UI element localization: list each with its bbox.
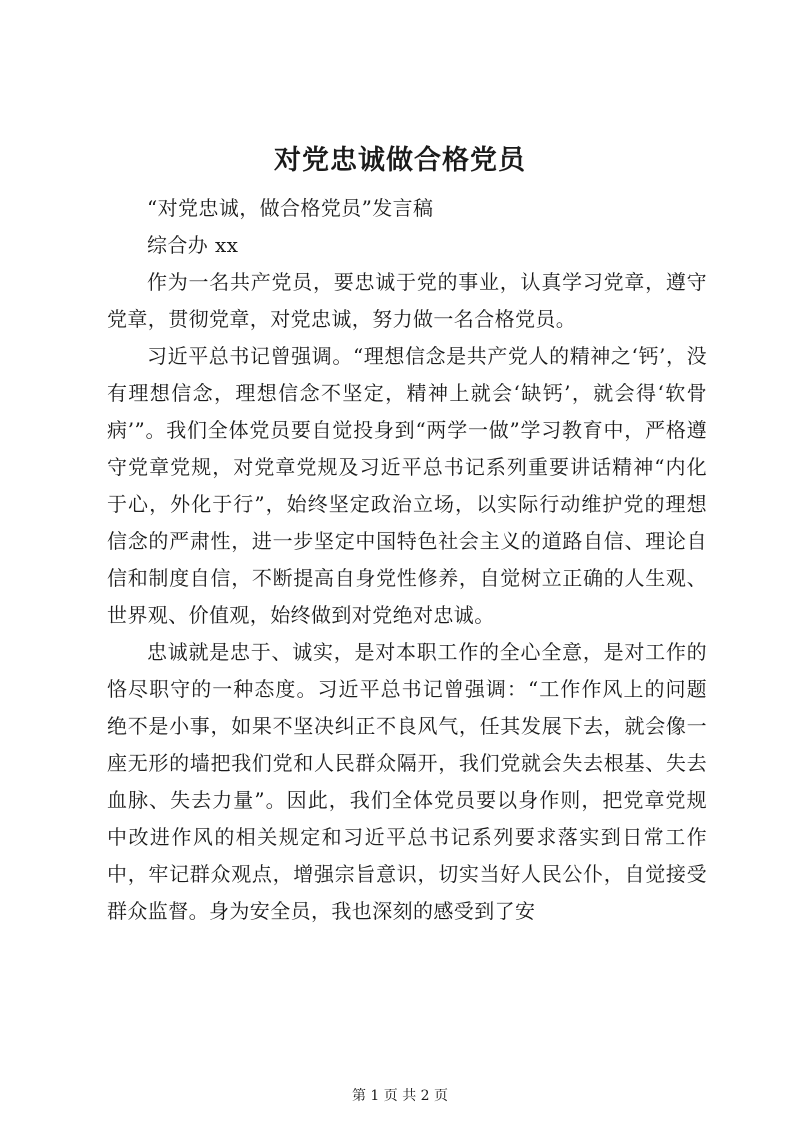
page-footer: 第 1 页 共 2 页: [351, 1088, 449, 1104]
document-body: [107, 190, 707, 930]
document-subtitle: “对党忠诚，做合格党员”发言稿: [147, 196, 434, 220]
paragraph: 作为一名共产党员，要忠诚于党的事业，认真学习党章，遵守党章，贯彻党章，对党忠诚，努力做一名合格党员。: [107, 270, 707, 331]
paragraph: 忠诚就是忠于、诚实，是对本职工作的全心全意，是对工作的恪尽职守的一种态度。习近平总书记曾强调：“工作作风上的问题绝不是小事，如果不坚决纠正不良风气，任其发展下去，就会像一座无形的墙把我们党和人民群众隔开，我们党就会失去根基、失去血脉、失去力量”。因此，我们全体党员要以身作则，把党章党规中改进作风的相关规定和习近平总书记系列要求落实到日常工作中，牢记群众观点，增强宗旨意识，切实当好人民公仆，自觉接受群众监督。身为安全员，我也深刻的感受到了安: [107, 640, 707, 923]
paragraph: 习近平总书记曾强调。“理想信念是共产党人的精神之‘钙’，没有理想信念，理想信念不坚定，精神上就会‘缺钙’，就会得‘软骨病’”。我们全体党员要自觉投身到“两学一做”学习教育中，严格遵守党章党规，对党章党规及习近平总书记系列重要讲话精神“内化于心，外化于行”，始终坚定政治立场，以实际行动维护党的理想信念的严肃性，进一步坚定中国特色社会主义的道路自信、理论自信和制度自信，不断提高自身党性修养，自觉树立正确的人生观、世界观、价值观，始终做到对党绝对忠诚。: [107, 344, 707, 627]
document-author: 综合办 xx: [147, 233, 239, 257]
document-title: 对党忠诚做合格党员: [274, 145, 526, 176]
